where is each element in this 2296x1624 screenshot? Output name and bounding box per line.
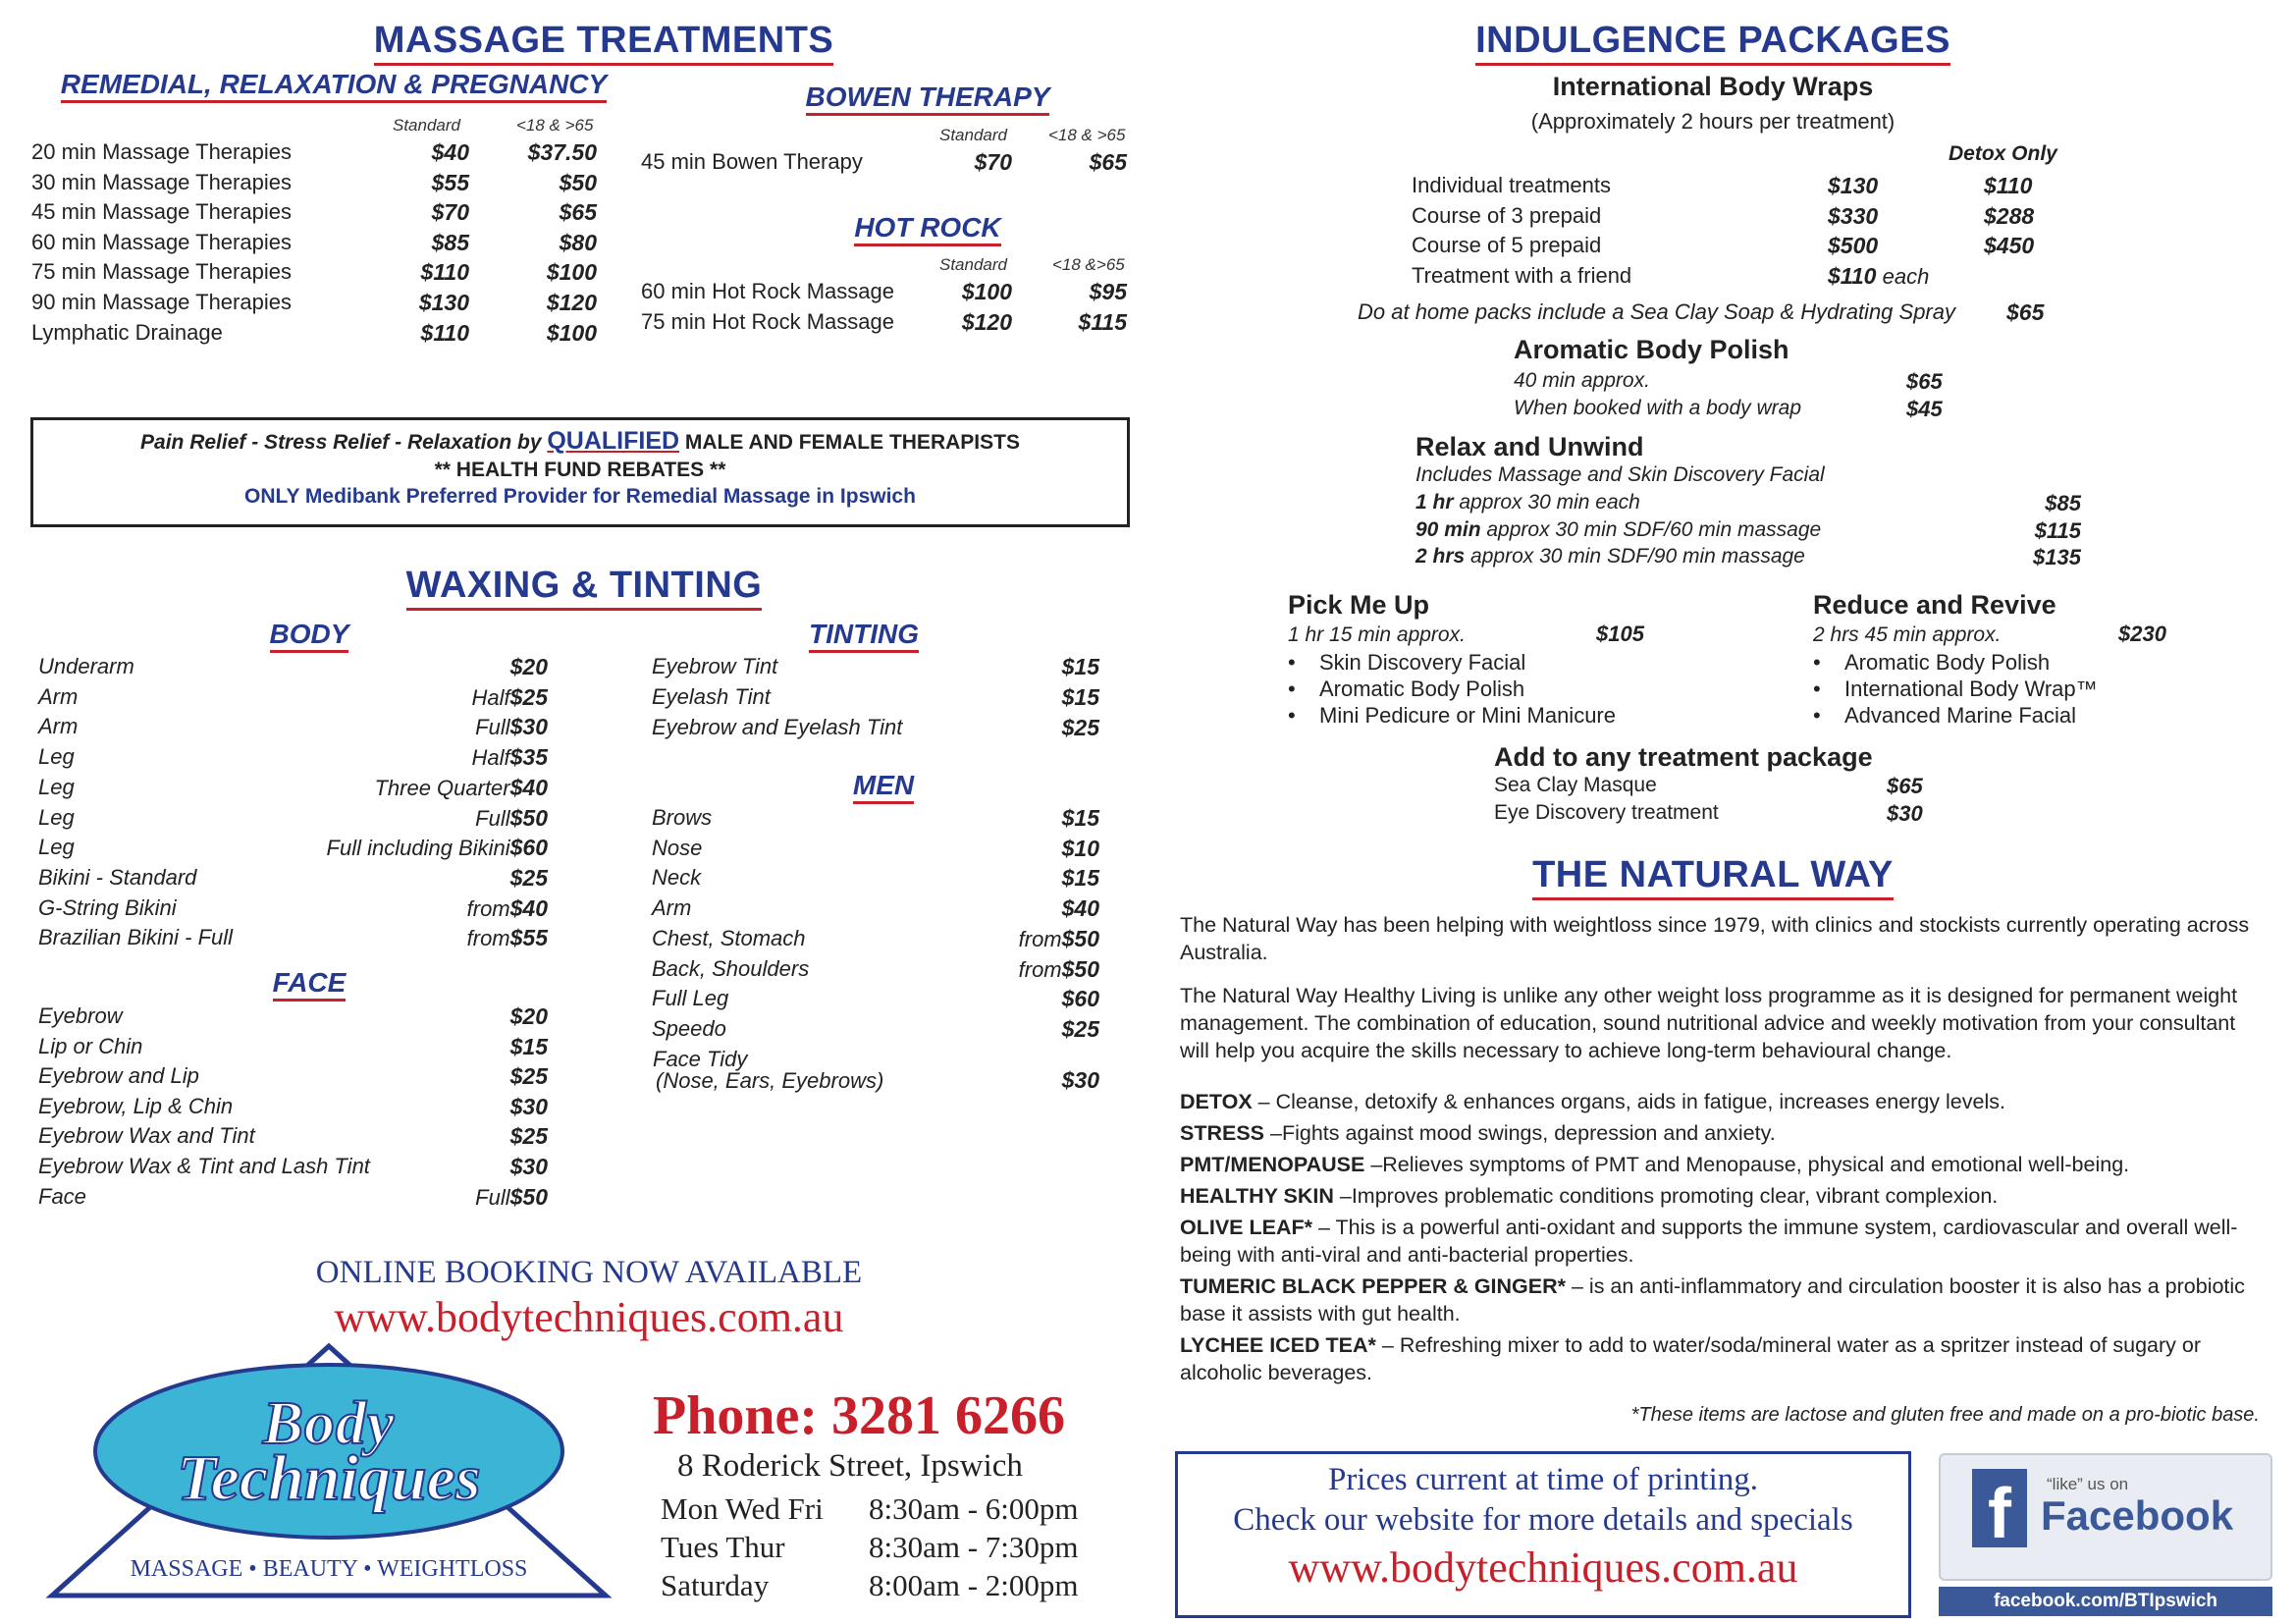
service-price bbox=[155, 1034, 548, 1060]
price-value: $30 bbox=[509, 1154, 548, 1179]
natural-product-desc: – is an anti-inflammatory and circulation booster it is also has a probiotic base it assists with gut health. bbox=[1180, 1274, 2245, 1326]
notice-line-3: ONLY Medibank Preferred Provider for Remedial Massage in Ipswich bbox=[244, 485, 916, 508]
concession-price: $120 bbox=[546, 290, 597, 315]
tinting-title: TINTING bbox=[785, 619, 942, 653]
natural-products-list bbox=[1180, 1088, 2269, 1390]
service-price bbox=[155, 925, 548, 951]
concession-price: $50 bbox=[559, 169, 597, 195]
package-item: • Advanced Marine Facial bbox=[1811, 702, 2098, 729]
natural-product bbox=[1180, 1272, 2269, 1327]
men-title: MEN bbox=[825, 770, 942, 804]
concession-price: $115 bbox=[1078, 309, 1127, 335]
price-value: $25 bbox=[1061, 715, 1099, 740]
natural-product-desc: – This is a powerful anti-oxidant and supports the immune system, cardiovascular and overall well-being with anti-viral and anti-bacterial properties. bbox=[1180, 1216, 2238, 1267]
wrap-name: Course of 3 prepaid bbox=[1412, 202, 1602, 228]
standard-price: $110 bbox=[420, 259, 469, 286]
pickmeup-price: $105 bbox=[1596, 622, 1644, 646]
natural-product-name: HEALTHY SKIN bbox=[1180, 1184, 1334, 1208]
service-name: Brows bbox=[652, 805, 713, 830]
price-value: $50 bbox=[509, 1183, 548, 1210]
package-item: • Aromatic Body Polish bbox=[1286, 676, 1616, 702]
service-price bbox=[707, 895, 1099, 922]
package-item: • International Body Wrap™ bbox=[1811, 676, 2098, 702]
service-name: Eyebrow Wax & Tint and Lash Tint bbox=[38, 1154, 370, 1178]
bowen-col-standard: Standard bbox=[939, 126, 1007, 144]
concession-price: $37.50 bbox=[527, 139, 597, 165]
package-item: • Aromatic Body Polish bbox=[1811, 649, 2098, 676]
natural-product-desc: – Cleanse, detoxify & enhances organs, aids in fatigue, increases energy levels. bbox=[1252, 1090, 2005, 1113]
reduce-list bbox=[1811, 649, 2098, 729]
reduce-title: Reduce and Revive bbox=[1813, 590, 2056, 620]
service-price bbox=[155, 775, 548, 801]
price-value: $55 bbox=[509, 925, 548, 951]
service-name: Arm bbox=[38, 714, 79, 739]
service-name: Chest, Stomach bbox=[652, 925, 806, 950]
wrap-price bbox=[1828, 263, 1929, 290]
hours-days: Mon Wed Fri bbox=[661, 1491, 824, 1526]
hours-days: Tues Thur bbox=[661, 1530, 785, 1564]
service-price bbox=[707, 1016, 1099, 1043]
service-price bbox=[155, 895, 548, 922]
service-name: Brazilian Bikini - Full bbox=[38, 925, 234, 950]
natural-para-1: The Natural Way has been helping with weightloss since 1979, with clinics and stockists currently operating across Australia. bbox=[1180, 913, 2250, 964]
service-name: Leg bbox=[38, 804, 75, 830]
standard-price: $110 bbox=[420, 319, 469, 346]
service-price bbox=[707, 805, 1099, 832]
notice-qualified: QUALIFIED bbox=[547, 427, 680, 455]
facebook-brand: Facebook bbox=[2041, 1492, 2234, 1539]
wrap-price-value: $130 bbox=[1828, 173, 1879, 198]
service-name: Leg bbox=[38, 835, 75, 860]
standard-price: $100 bbox=[961, 279, 1012, 304]
price-value: $40 bbox=[509, 774, 548, 800]
reduce-duration: 2 hrs 45 min approx. bbox=[1813, 623, 2002, 646]
service-name: Eyebrow and Eyelash Tint bbox=[652, 715, 903, 739]
service-name: Eyebrow Tint bbox=[652, 654, 778, 678]
hours-days: Saturday bbox=[661, 1568, 770, 1602]
home-packs-price: $65 bbox=[2006, 299, 2045, 325]
logo-tagline: MASSAGE • BEAUTY • WEIGHTLOSS bbox=[130, 1556, 528, 1582]
treatment-name: 75 min Massage Therapies bbox=[31, 259, 292, 285]
facebook-url[interactable]: facebook.com/BTIpswich bbox=[1939, 1587, 2272, 1616]
relax-option bbox=[1415, 518, 1821, 542]
service-name: Underarm bbox=[38, 654, 134, 678]
service-name: G-String Bikini bbox=[38, 894, 177, 920]
treatment-name: 45 min Bowen Therapy bbox=[641, 149, 863, 174]
men-face-tidy: Face Tidy bbox=[653, 1047, 748, 1071]
treatment-name: Lymphatic Drainage bbox=[31, 319, 223, 345]
price-qualifier: Full including Bikini bbox=[326, 836, 510, 861]
prices-line-1: Prices current at time of printing. bbox=[1327, 1462, 1759, 1497]
price-qualifier: from bbox=[466, 926, 510, 951]
natural-product-name: LYCHEE ICED TEA* bbox=[1180, 1333, 1376, 1357]
natural-product bbox=[1180, 1151, 2269, 1178]
wrap-price bbox=[1828, 203, 1878, 230]
price-qualifier: Half bbox=[471, 745, 510, 771]
price-qualifier: Full bbox=[475, 715, 510, 740]
price-qualifier: Full bbox=[475, 805, 510, 831]
relax-duration: 1 hr bbox=[1415, 491, 1454, 514]
bowen-col-concession: <18 & >65 bbox=[1048, 126, 1126, 144]
booking-website-link[interactable]: www.bodytechniques.com.au bbox=[334, 1293, 844, 1341]
service-price bbox=[707, 684, 1099, 711]
price-value: $25 bbox=[1061, 1015, 1099, 1042]
service-price bbox=[155, 684, 548, 711]
wrap-name: Individual treatments bbox=[1412, 173, 1611, 197]
relax-subtitle: Includes Massage and Skin Discovery Facial bbox=[1415, 463, 1825, 486]
relax-description: approx 30 min SDF/90 min massage bbox=[1465, 545, 1805, 568]
service-price bbox=[155, 1063, 548, 1090]
price-value: $50 bbox=[1061, 925, 1099, 951]
prices-line-2: Check our website for more details and specials bbox=[1233, 1502, 1853, 1538]
wrap-name: Course of 5 prepaid bbox=[1412, 233, 1602, 257]
men-face-tidy-sub: (Nose, Ears, Eyebrows) bbox=[656, 1068, 884, 1093]
service-name: Nose bbox=[652, 835, 703, 860]
remedial-col-concession: <18 & >65 bbox=[516, 116, 594, 135]
natural-product-name: OLIVE LEAF* bbox=[1180, 1216, 1312, 1239]
polish-option: 40 min approx. bbox=[1514, 369, 1650, 392]
natural-product-desc: –Improves problematic conditions promoting clear, vibrant complexion. bbox=[1333, 1184, 1999, 1208]
service-price bbox=[155, 835, 548, 861]
notice-line-2: ** HEALTH FUND REBATES ** bbox=[434, 459, 726, 481]
wrap-detox-price: $110 bbox=[1984, 173, 2033, 198]
treatment-name: 30 min Massage Therapies bbox=[31, 169, 292, 194]
natural-product-name: TUMERIC BLACK PEPPER & GINGER* bbox=[1180, 1274, 1567, 1298]
natural-product bbox=[1180, 1331, 2269, 1386]
service-price bbox=[155, 744, 548, 771]
standard-price: $55 bbox=[431, 169, 469, 195]
pickmeup-duration: 1 hr 15 min approx. bbox=[1288, 623, 1466, 646]
facebook-f-icon: f bbox=[1972, 1469, 2027, 1547]
relax-duration: 2 hrs bbox=[1415, 545, 1466, 568]
treatment-name: 45 min Massage Therapies bbox=[31, 199, 292, 225]
pickmeup-title: Pick Me Up bbox=[1288, 590, 1430, 620]
service-price bbox=[707, 986, 1099, 1012]
natural-footnote: *These items are lactose and gluten free and made on a pro-biotic base. bbox=[1630, 1404, 2260, 1426]
treatment-name: 60 min Massage Therapies bbox=[31, 229, 292, 254]
natural-way-title: THE NATURAL WAY bbox=[1472, 854, 1953, 900]
price-qualifier: Half bbox=[471, 684, 510, 710]
notice-therapists-text: MALE AND FEMALE THERAPISTS bbox=[679, 431, 1020, 454]
relax-description: approx 30 min SDF/60 min massage bbox=[1480, 517, 1822, 541]
price-value: $20 bbox=[509, 654, 548, 679]
wrap-price-suffix: each bbox=[1882, 263, 1930, 289]
addon-name: Sea Clay Masque bbox=[1494, 774, 1657, 796]
concession-price: $100 bbox=[546, 259, 597, 286]
natural-para-2: The Natural Way Healthy Living is unlike any other weight loss programme as it is designed for permanent weight management. The combination of education, sound nutritional advice and weekly motivation from your consultant will help you acquire the skills necessary to achieve long-term behavioural change. bbox=[1180, 984, 2238, 1062]
service-price bbox=[155, 1184, 548, 1211]
service-name: Eyebrow, Lip & Chin bbox=[38, 1093, 234, 1118]
price-value: $10 bbox=[1061, 835, 1099, 861]
standard-price: $40 bbox=[431, 139, 469, 165]
price-value: $15 bbox=[1061, 865, 1099, 892]
addon-title: Add to any treatment package bbox=[1494, 742, 1873, 772]
standard-price: $120 bbox=[961, 309, 1012, 335]
service-price bbox=[155, 714, 548, 740]
service-price bbox=[155, 865, 548, 892]
price-value: $60 bbox=[509, 835, 548, 861]
service-name: Leg bbox=[38, 774, 75, 799]
package-item: • Mini Pedicure or Mini Manicure bbox=[1286, 702, 1616, 729]
concession-price: $80 bbox=[559, 229, 597, 255]
price-qualifier: Full bbox=[475, 1184, 510, 1210]
natural-product-name: PMT/MENOPAUSE bbox=[1180, 1153, 1365, 1176]
service-price bbox=[155, 805, 548, 832]
price-qualifier: from bbox=[1018, 926, 1062, 951]
price-value: $30 bbox=[509, 714, 548, 740]
service-price bbox=[707, 926, 1099, 952]
online-booking-text: ONLINE BOOKING NOW AVAILABLE bbox=[315, 1255, 863, 1290]
polish-title: Aromatic Body Polish bbox=[1514, 335, 1789, 364]
service-price bbox=[707, 715, 1099, 741]
concession-price: $65 bbox=[559, 199, 597, 226]
service-name: Arm bbox=[652, 895, 692, 921]
hotrock-col-standard: Standard bbox=[939, 255, 1007, 274]
logo-techniques-text: Techniques bbox=[177, 1442, 481, 1514]
service-name: Eyelash Tint bbox=[652, 684, 771, 709]
prices-current-box bbox=[1175, 1451, 1911, 1618]
price-value: $15 bbox=[1061, 684, 1099, 710]
massage-title: MASSAGE TREATMENTS bbox=[294, 20, 913, 66]
service-name: Face bbox=[38, 1183, 86, 1209]
natural-product-desc: –Relieves symptoms of PMT and Menopause, physical and emotional well-being. bbox=[1364, 1153, 2130, 1176]
facebook-badge[interactable] bbox=[1939, 1453, 2272, 1620]
remedial-title: REMEDIAL, RELAXATION & PREGNANCY bbox=[59, 69, 609, 103]
price-value: $60 bbox=[1061, 986, 1099, 1012]
service-price bbox=[155, 654, 548, 680]
concession-price: $100 bbox=[546, 319, 597, 346]
service-name: Arm bbox=[38, 683, 79, 709]
price-value: $25 bbox=[509, 1123, 548, 1150]
address: 8 Roderick Street, Ipswich bbox=[677, 1448, 1023, 1484]
facebook-like-text: “like” us on bbox=[2047, 1475, 2129, 1493]
relax-price: $135 bbox=[2033, 545, 2081, 569]
standard-price: $70 bbox=[974, 149, 1012, 175]
wrap-detox-price: $450 bbox=[1984, 233, 2035, 258]
price-value: $25 bbox=[509, 864, 548, 891]
service-name: Eyebrow bbox=[38, 1003, 123, 1028]
wrap-price-value: $330 bbox=[1828, 202, 1879, 229]
service-name: Full Leg bbox=[652, 986, 729, 1011]
treatment-name: 20 min Massage Therapies bbox=[31, 139, 292, 164]
standard-price: $130 bbox=[418, 290, 469, 315]
body-techniques-logo bbox=[44, 1338, 614, 1603]
wrap-price bbox=[1828, 173, 1878, 199]
service-name: Bikini - Standard bbox=[38, 864, 197, 890]
service-name: Speedo bbox=[652, 1015, 726, 1041]
polish-price: $65 bbox=[1906, 369, 1943, 394]
service-name: Eyebrow and Lip bbox=[38, 1063, 199, 1089]
price-value: $25 bbox=[509, 1063, 548, 1090]
men-face-tidy-price: $30 bbox=[1061, 1067, 1099, 1093]
rebates-notice-box bbox=[30, 417, 1130, 527]
service-price bbox=[155, 1123, 548, 1150]
price-value: $35 bbox=[509, 744, 548, 771]
price-qualifier: from bbox=[1018, 956, 1062, 982]
service-price bbox=[707, 865, 1099, 892]
hotrock-col-concession: <18 &>65 bbox=[1052, 255, 1125, 274]
price-value: $15 bbox=[1061, 805, 1099, 831]
service-price bbox=[155, 1154, 548, 1180]
service-name: Eyebrow Wax and Tint bbox=[38, 1123, 255, 1149]
price-value: $40 bbox=[1061, 895, 1099, 922]
polish-option: When booked with a body wrap bbox=[1514, 396, 1802, 419]
price-value: $25 bbox=[509, 683, 548, 710]
standard-price: $70 bbox=[431, 199, 469, 226]
hours-time: 8:30am - 6:00pm bbox=[869, 1491, 1079, 1526]
relax-option bbox=[1415, 491, 1640, 514]
natural-product bbox=[1180, 1119, 2269, 1147]
natural-product-desc: – Refreshing mixer to add to water/soda/mineral water as a spritzer instead of sugary or alcoholic beverages. bbox=[1180, 1333, 2202, 1384]
service-name: Back, Shoulders bbox=[652, 955, 810, 981]
standard-price: $85 bbox=[431, 229, 469, 255]
addon-price: $65 bbox=[1887, 774, 1923, 798]
notice-line-1 bbox=[33, 427, 1127, 456]
service-price bbox=[707, 836, 1099, 862]
prices-website-link[interactable]: www.bodytechniques.com.au bbox=[1288, 1543, 1798, 1592]
price-value: $50 bbox=[509, 804, 548, 831]
relax-option bbox=[1415, 545, 1805, 568]
relax-description: approx 30 min each bbox=[1453, 491, 1640, 514]
natural-product bbox=[1180, 1088, 2269, 1115]
wrap-detox-price: $288 bbox=[1984, 202, 2035, 229]
relax-price: $85 bbox=[2045, 491, 2081, 515]
reduce-price: $230 bbox=[2118, 622, 2166, 646]
relax-duration: 90 min bbox=[1415, 517, 1481, 541]
natural-product bbox=[1180, 1182, 2269, 1210]
hotrock-title: HOT ROCK bbox=[825, 212, 1031, 246]
service-price bbox=[707, 956, 1099, 983]
service-price bbox=[155, 1094, 548, 1120]
polish-price: $45 bbox=[1906, 396, 1943, 421]
pickmeup-list bbox=[1286, 649, 1616, 729]
service-name: Leg bbox=[38, 744, 75, 770]
treatment-name: 75 min Hot Rock Massage bbox=[641, 309, 894, 334]
waxing-face-title: FACE bbox=[236, 967, 383, 1001]
concession-price: $95 bbox=[1089, 279, 1127, 304]
service-name: Neck bbox=[652, 865, 702, 891]
price-qualifier: Three Quarter bbox=[374, 775, 510, 800]
notice-relief-text: Pain Relief - Stress Relief - Relaxation by bbox=[140, 431, 548, 454]
remedial-col-standard: Standard bbox=[393, 116, 460, 135]
wrap-price-value: $110 bbox=[1828, 262, 1877, 289]
price-value: $50 bbox=[1061, 955, 1099, 982]
wraps-col-detox: Detox Only bbox=[1949, 142, 2057, 165]
natural-product-name: DETOX bbox=[1180, 1090, 1253, 1113]
relax-price: $115 bbox=[2034, 517, 2081, 543]
price-value: $30 bbox=[509, 1093, 548, 1119]
natural-product-name: STRESS bbox=[1180, 1121, 1265, 1145]
wraps-subtitle: (Approximately 2 hours per treatment) bbox=[1530, 109, 1896, 134]
indulgence-title: INDULGENCE PACKAGES bbox=[1472, 20, 1953, 66]
wrap-name: Treatment with a friend bbox=[1412, 262, 1632, 288]
home-packs-text: Do at home packs include a Sea Clay Soap & Hydrating Spray bbox=[1358, 299, 1955, 324]
relax-title: Relax and Unwind bbox=[1415, 432, 1644, 461]
price-value: $15 bbox=[1061, 654, 1099, 679]
addon-price: $30 bbox=[1887, 800, 1923, 826]
package-item: • Skin Discovery Facial bbox=[1286, 649, 1616, 676]
service-price bbox=[707, 654, 1099, 680]
bowen-title: BOWEN THERAPY bbox=[805, 81, 1050, 116]
service-name: Lip or Chin bbox=[38, 1033, 143, 1058]
price-value: $40 bbox=[509, 894, 548, 921]
phone-number[interactable]: Phone: 3281 6266 bbox=[653, 1385, 1065, 1446]
hours-time: 8:00am - 2:00pm bbox=[869, 1568, 1079, 1602]
logo-body-text: Body bbox=[262, 1390, 396, 1457]
wrap-price-value: $500 bbox=[1828, 233, 1879, 258]
price-qualifier: from bbox=[466, 895, 510, 921]
service-price bbox=[155, 1003, 548, 1030]
addon-name: Eye Discovery treatment bbox=[1494, 800, 1719, 824]
wraps-title: International Body Wraps bbox=[1552, 72, 1874, 101]
waxing-body-title: BODY bbox=[236, 619, 383, 653]
concession-price: $65 bbox=[1089, 149, 1127, 175]
treatment-name: 60 min Hot Rock Massage bbox=[641, 279, 894, 303]
treatment-name: 90 min Massage Therapies bbox=[31, 290, 292, 314]
natural-product-desc: –Fights against mood swings, depression and anxiety. bbox=[1264, 1121, 1776, 1145]
price-value: $15 bbox=[509, 1033, 548, 1059]
price-value: $20 bbox=[509, 1003, 548, 1029]
waxing-title: WAXING & TINTING bbox=[344, 565, 825, 611]
wrap-price bbox=[1828, 233, 1878, 259]
natural-product bbox=[1180, 1214, 2269, 1269]
hours-time: 8:30am - 7:30pm bbox=[869, 1530, 1079, 1564]
